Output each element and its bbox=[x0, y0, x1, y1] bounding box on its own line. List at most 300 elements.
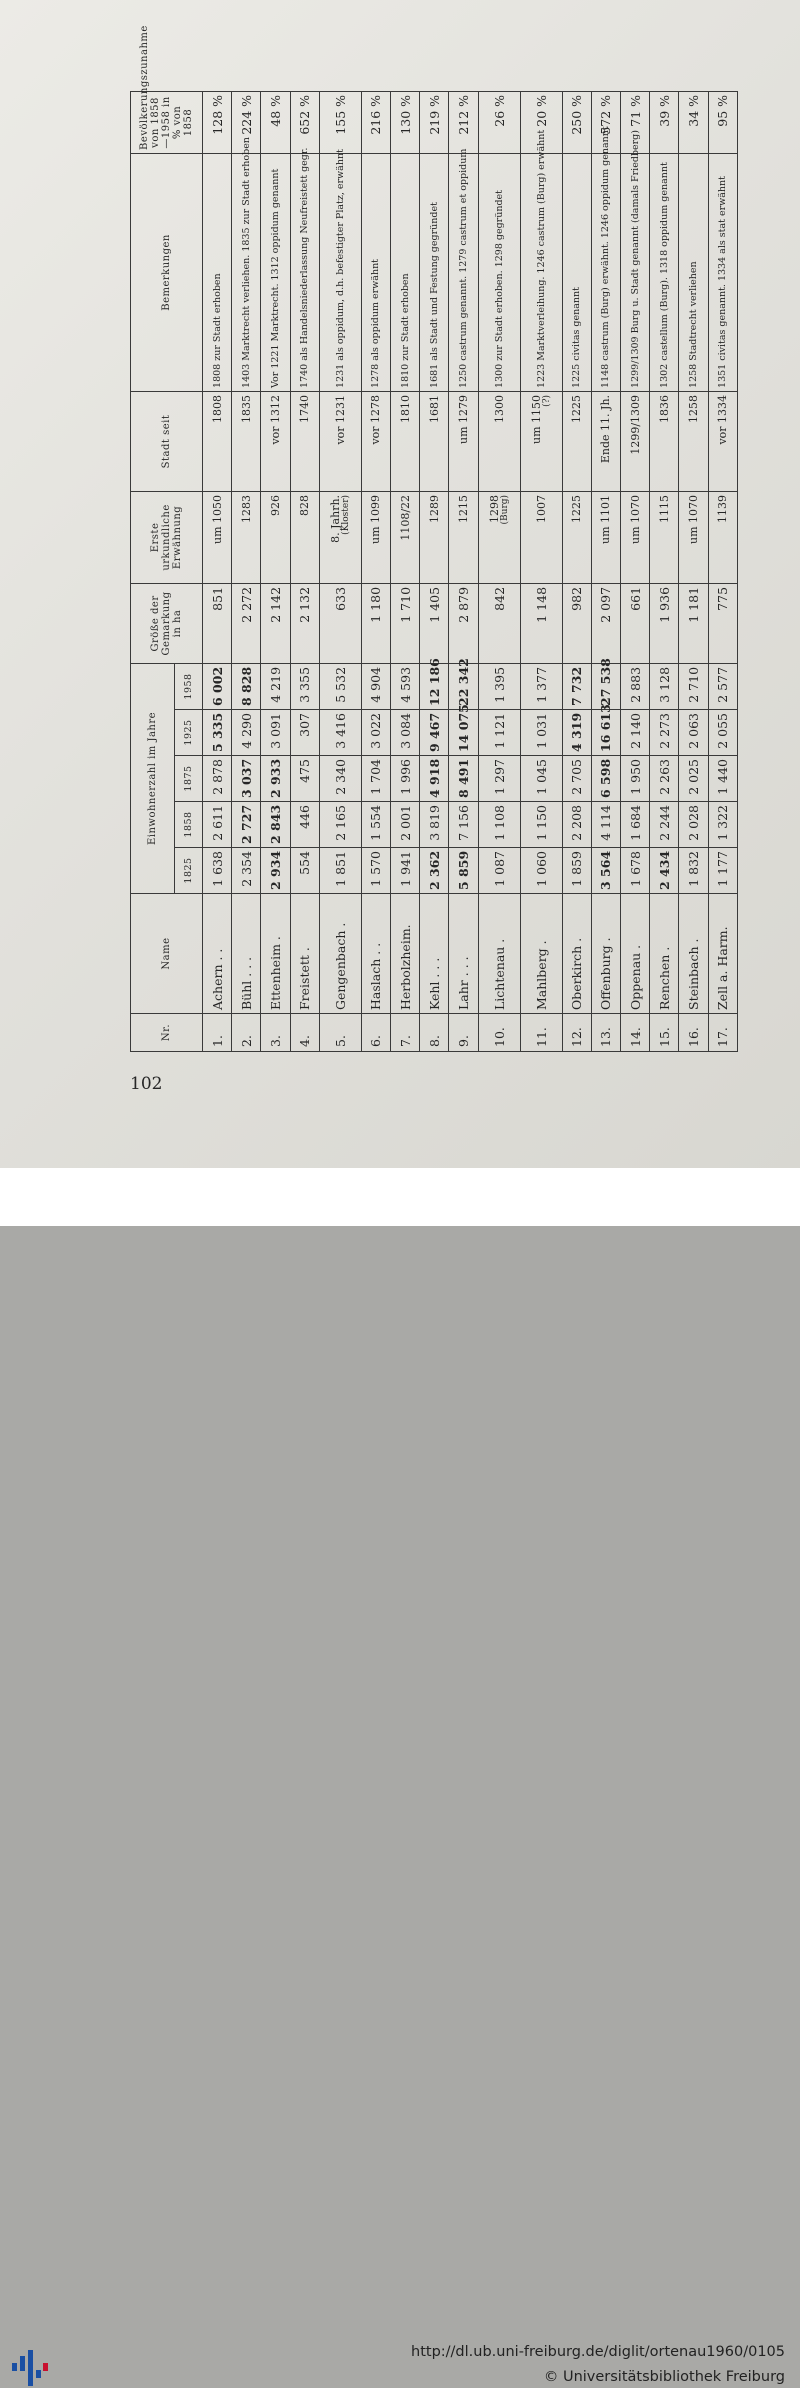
cell-pop-1875 bbox=[478, 756, 520, 802]
cell-first-mention bbox=[319, 491, 361, 583]
cell-growth-text: 250 % bbox=[569, 94, 585, 135]
cell-pop-1875-text: 1 950 bbox=[627, 759, 643, 795]
cell-city-since-text: 1808 bbox=[210, 394, 224, 423]
cell-first-mention-text: 1108/22 bbox=[398, 494, 412, 541]
header-name: Name bbox=[131, 894, 203, 1014]
cell-area bbox=[520, 583, 562, 663]
cell-name-text: Oberkirch . bbox=[569, 937, 585, 1010]
cell-growth bbox=[562, 91, 591, 153]
cell-city-since-note: (?) bbox=[542, 394, 553, 407]
cell-remark-text: 1299/1309 Burg u. Stadt genannt (damals Friedberg) bbox=[629, 130, 641, 388]
cell-name bbox=[620, 894, 649, 1014]
cell-city-since bbox=[478, 391, 520, 491]
cell-pop-1925-text: 1 031 bbox=[533, 713, 549, 749]
cell-city-since bbox=[391, 391, 420, 491]
header-einwohner: Einwohnerzahl im Jahre bbox=[131, 663, 175, 893]
cell-pop-1825-text: 1 941 bbox=[397, 851, 413, 887]
cell-pop-1825-text: 1 678 bbox=[627, 851, 643, 887]
cell-pop-1958-text: 3 128 bbox=[656, 666, 672, 703]
cell-nr bbox=[520, 1014, 562, 1052]
cell-name bbox=[679, 894, 708, 1014]
cell-first-mention-text: 1225 bbox=[570, 494, 584, 523]
cell-nr bbox=[319, 1014, 361, 1052]
cell-pop-1958-text: 5 532 bbox=[332, 666, 348, 703]
cell-pop-1875 bbox=[562, 756, 591, 802]
cell-first-mention bbox=[203, 491, 232, 583]
cell-remark-text: 1278 als oppidum erwähnt bbox=[370, 258, 382, 388]
cell-nr-text: 10. bbox=[491, 1027, 507, 1047]
page-number: 102 bbox=[130, 1074, 163, 1094]
cell-remark bbox=[708, 153, 737, 391]
cell-name bbox=[261, 894, 290, 1014]
cell-pop-1925 bbox=[708, 710, 737, 756]
cell-pop-1925-text: 3 022 bbox=[368, 713, 384, 749]
cell-area-text: 2 132 bbox=[297, 586, 313, 623]
cell-pop-1958 bbox=[319, 663, 361, 709]
table-row bbox=[319, 91, 361, 1051]
table-body bbox=[203, 91, 738, 1051]
cell-remark-text: 1258 Stadtrecht verliehen bbox=[687, 261, 699, 388]
cell-pop-1925 bbox=[650, 710, 679, 756]
scanned-page bbox=[0, 0, 800, 1168]
cell-pop-1825-text: 1 177 bbox=[715, 851, 731, 887]
source-url[interactable]: http://dl.ub.uni-freiburg.de/diglit/ortenau1960/0105 bbox=[411, 2344, 785, 2360]
header-zunahme: Bevölkerungszunahme von 1858—1958 in % von 1858 bbox=[131, 91, 203, 153]
cell-pop-1958 bbox=[449, 658, 478, 709]
cell-pop-1875-text: 2 878 bbox=[209, 759, 225, 795]
cell-pop-1958-text: 7 732 bbox=[569, 666, 585, 706]
cell-city-since-text: 1299/1309 bbox=[628, 394, 642, 455]
cell-city-since bbox=[361, 391, 390, 491]
cell-growth-text: 128 % bbox=[209, 94, 225, 135]
cell-pop-1958 bbox=[650, 663, 679, 709]
cell-pop-1958-text: 2 883 bbox=[627, 666, 643, 703]
cell-pop-1958 bbox=[520, 663, 562, 709]
cell-city-since-text: 1225 bbox=[570, 394, 584, 423]
cell-pop-1858-text: 3 819 bbox=[426, 805, 442, 841]
cell-growth-text: 20 % bbox=[533, 94, 549, 127]
cell-growth bbox=[261, 91, 290, 153]
cell-remark bbox=[449, 148, 478, 391]
cell-pop-1858-text: 2 611 bbox=[209, 805, 225, 841]
cell-pop-1825 bbox=[708, 848, 737, 894]
header-year: 1825 bbox=[175, 848, 203, 894]
cell-city-since bbox=[319, 391, 361, 491]
cell-growth bbox=[290, 91, 319, 153]
cell-city-since-text: 1681 bbox=[427, 394, 441, 423]
table-header bbox=[131, 25, 203, 1051]
cell-pop-1825 bbox=[449, 848, 478, 894]
cell-area bbox=[478, 583, 520, 663]
cell-first-mention bbox=[620, 491, 649, 583]
cell-name bbox=[290, 894, 319, 1014]
cell-pop-1925-text: 14 075 bbox=[456, 704, 471, 752]
cell-name-text: Lichtenau . bbox=[491, 938, 507, 1010]
cell-nr bbox=[290, 1014, 319, 1052]
cell-first-mention bbox=[290, 491, 319, 583]
cell-pop-1875 bbox=[449, 756, 478, 802]
cell-pop-1925 bbox=[620, 710, 649, 756]
cell-nr bbox=[650, 1014, 679, 1052]
cell-pop-1958 bbox=[420, 658, 449, 709]
cell-pop-1858 bbox=[620, 802, 649, 848]
cell-pop-1925 bbox=[679, 710, 708, 756]
cell-name-text: Mahlberg . bbox=[533, 940, 549, 1010]
cell-pop-1858-text: 446 bbox=[297, 805, 313, 829]
cell-pop-1925-text: 5 335 bbox=[209, 712, 225, 752]
cell-first-mention bbox=[361, 491, 390, 583]
cell-pop-1925-text: 3 416 bbox=[332, 713, 348, 749]
cell-growth-text: 572 % bbox=[598, 94, 614, 135]
cell-name-text: Offenburg . bbox=[598, 937, 614, 1010]
table-row bbox=[420, 91, 449, 1051]
cell-pop-1825 bbox=[261, 848, 290, 894]
cell-area-text: 2 097 bbox=[598, 586, 614, 623]
cell-first-mention-text: 828 bbox=[298, 494, 312, 516]
cell-pop-1875-text: 1 704 bbox=[368, 759, 384, 795]
cell-pop-1875 bbox=[650, 756, 679, 802]
cell-pop-1858-text: 1 554 bbox=[368, 805, 384, 841]
cell-city-since bbox=[620, 391, 649, 491]
cell-pop-1875 bbox=[361, 756, 390, 802]
cell-name bbox=[319, 894, 361, 1014]
cell-city-since bbox=[591, 391, 620, 491]
cell-pop-1958-text: 12 186 bbox=[426, 658, 442, 706]
cell-growth-text: 652 % bbox=[297, 94, 313, 135]
cell-pop-1875 bbox=[420, 756, 449, 802]
cell-name bbox=[478, 894, 520, 1014]
cell-pop-1825 bbox=[478, 848, 520, 894]
cell-first-mention bbox=[708, 491, 737, 583]
cell-pop-1825-text: 1 832 bbox=[685, 851, 701, 887]
cell-pop-1858-text: 2 165 bbox=[332, 805, 348, 841]
cell-pop-1925-text: 3 091 bbox=[268, 713, 283, 749]
cell-remark-text: 1403 Marktrecht verliehen. 1835 zur Stadt erhoben bbox=[240, 137, 252, 388]
cell-remark bbox=[520, 129, 562, 391]
cell-first-mention-note: (Kloster) bbox=[341, 494, 352, 535]
cell-pop-1858-text: 1 322 bbox=[715, 805, 731, 841]
cell-remark bbox=[203, 153, 232, 391]
cell-first-mention bbox=[562, 491, 591, 583]
cell-remark-text: 1302 castellum (Burg). 1318 oppidum genannt bbox=[658, 162, 670, 388]
cell-pop-1858 bbox=[420, 802, 449, 848]
cell-remark bbox=[319, 149, 361, 391]
cell-city-since-text: vor 1231 bbox=[333, 394, 347, 445]
cell-pop-1925 bbox=[478, 710, 520, 756]
cell-pop-1875-text: 2 705 bbox=[569, 759, 585, 795]
table-row bbox=[520, 91, 562, 1051]
cell-pop-1958 bbox=[232, 663, 261, 709]
cell-pop-1825-text: 554 bbox=[297, 851, 313, 875]
cell-pop-1958 bbox=[203, 663, 232, 709]
cell-pop-1958 bbox=[361, 663, 390, 709]
cell-nr-text: 14. bbox=[627, 1027, 643, 1047]
header-stadt-seit: Stadt seit bbox=[131, 391, 203, 491]
cell-nr-text: 11. bbox=[533, 1027, 549, 1047]
cell-area-text: 2 272 bbox=[238, 586, 254, 623]
cell-pop-1875-text: 2 025 bbox=[685, 759, 701, 795]
cell-first-mention-text: 1215 bbox=[457, 494, 470, 523]
cell-first-mention-text: 8. Jahrh. bbox=[329, 494, 343, 543]
cell-pop-1925-text: 2 273 bbox=[656, 713, 672, 749]
cell-pop-1875 bbox=[679, 756, 708, 802]
cell-first-mention-text: 1283 bbox=[239, 494, 253, 523]
cell-city-since-text: 1810 bbox=[398, 394, 412, 423]
cell-pop-1825-text: 1 859 bbox=[569, 851, 585, 887]
cell-city-since-text: vor 1334 bbox=[716, 394, 730, 445]
cell-name bbox=[361, 894, 390, 1014]
cell-pop-1875 bbox=[261, 756, 290, 802]
cell-area bbox=[203, 583, 232, 663]
cell-name bbox=[449, 894, 478, 1014]
cell-pop-1958 bbox=[290, 663, 319, 709]
cell-growth-text: 155 % bbox=[332, 94, 348, 135]
cell-pop-1925-text: 2 063 bbox=[685, 713, 701, 749]
cell-pop-1858 bbox=[520, 802, 562, 848]
cell-remark-text: 1148 castrum (Burg) erwähnt. 1246 oppidum genannt bbox=[600, 126, 612, 388]
cell-city-since-text: um 1150 bbox=[530, 394, 544, 444]
cell-growth-text: 224 % bbox=[238, 94, 254, 135]
cell-pop-1825 bbox=[290, 848, 319, 894]
cell-city-since-text: 1258 bbox=[686, 394, 700, 423]
cell-area bbox=[391, 583, 420, 663]
table-frame bbox=[130, 25, 738, 1052]
cell-city-since-text: um 1279 bbox=[457, 394, 470, 444]
cell-growth bbox=[319, 91, 361, 153]
cell-first-mention-text: um 1101 bbox=[599, 494, 613, 544]
cell-pop-1958-text: 4 904 bbox=[368, 666, 384, 703]
cell-pop-1825 bbox=[520, 848, 562, 894]
cell-remark-text: 1808 zur Stadt erhoben bbox=[211, 273, 223, 388]
cell-remark bbox=[679, 153, 708, 391]
cell-pop-1958 bbox=[261, 663, 290, 709]
cell-remark bbox=[650, 153, 679, 391]
cell-pop-1825-text: 2 354 bbox=[238, 851, 254, 887]
cell-first-mention bbox=[420, 491, 449, 583]
cell-pop-1858-text: 2 843 bbox=[268, 804, 283, 844]
cell-pop-1875-text: 1 440 bbox=[715, 759, 731, 795]
table-row bbox=[449, 91, 478, 1051]
cell-area-text: 982 bbox=[569, 586, 585, 611]
cell-area-text: 1 148 bbox=[533, 586, 549, 623]
cell-pop-1875-text: 2 340 bbox=[332, 759, 348, 795]
cell-name-text: Achern . . bbox=[209, 948, 225, 1010]
cell-city-since bbox=[449, 391, 478, 491]
cell-city-since bbox=[261, 391, 290, 491]
cell-pop-1875-text: 1 297 bbox=[491, 759, 507, 795]
cell-pop-1958-text: 2 577 bbox=[715, 666, 731, 703]
cell-pop-1958-text: 22 342 bbox=[456, 658, 471, 706]
cell-name-text: Zell a. Harm. bbox=[715, 926, 731, 1010]
cell-pop-1925 bbox=[420, 710, 449, 756]
cell-area bbox=[261, 583, 290, 663]
cell-pop-1958 bbox=[679, 663, 708, 709]
cell-pop-1825-text: 2 362 bbox=[426, 850, 442, 890]
cell-pop-1858 bbox=[449, 802, 478, 848]
cell-area bbox=[708, 583, 737, 663]
cell-pop-1825-text: 1 570 bbox=[368, 851, 384, 887]
cell-pop-1858-text: 2 208 bbox=[569, 805, 585, 841]
cell-area-text: 1 710 bbox=[397, 586, 413, 623]
cell-first-mention-text: um 1070 bbox=[686, 494, 700, 544]
cell-pop-1825 bbox=[232, 848, 261, 894]
cell-pop-1825 bbox=[591, 848, 620, 894]
cell-pop-1925-text: 16 613 bbox=[598, 704, 614, 752]
cell-pop-1958 bbox=[620, 663, 649, 709]
cell-pop-1958-text: 27 538 bbox=[598, 658, 614, 706]
cell-pop-1875-text: 1 045 bbox=[533, 759, 549, 795]
cell-pop-1825 bbox=[203, 848, 232, 894]
cell-remark bbox=[232, 137, 261, 391]
cell-pop-1858-text: 4 114 bbox=[598, 805, 614, 841]
cell-pop-1925 bbox=[449, 704, 478, 756]
cell-pop-1825 bbox=[620, 848, 649, 894]
cell-pop-1958-text: 4 219 bbox=[268, 666, 283, 703]
cell-pop-1858 bbox=[361, 802, 390, 848]
cell-pop-1858-text: 1 684 bbox=[627, 805, 643, 841]
cell-pop-1875 bbox=[620, 756, 649, 802]
cell-city-since bbox=[520, 391, 562, 491]
header-year: 1925 bbox=[175, 710, 203, 756]
ub-freiburg-logo bbox=[10, 2348, 50, 2388]
cell-area-text: 2 879 bbox=[456, 586, 471, 623]
cell-nr-text: 2. bbox=[238, 1035, 254, 1047]
cell-growth-text: 216 % bbox=[368, 94, 384, 135]
cell-pop-1825-text: 1 060 bbox=[533, 851, 549, 887]
cell-city-since bbox=[290, 391, 319, 491]
cell-pop-1925-text: 3 084 bbox=[397, 713, 413, 749]
cell-area-text: 1 405 bbox=[426, 586, 442, 623]
cell-name-text: Ettenheim . bbox=[268, 936, 283, 1010]
cell-pop-1925 bbox=[520, 710, 562, 756]
cell-pop-1925 bbox=[591, 704, 620, 756]
cell-area bbox=[620, 583, 649, 663]
cell-remark bbox=[361, 153, 390, 391]
cell-nr-text: 15. bbox=[656, 1027, 672, 1047]
cell-name-text: Gengenbach . bbox=[332, 922, 348, 1010]
cell-city-since bbox=[232, 391, 261, 491]
cell-city-since-text: vor 1278 bbox=[369, 394, 383, 445]
cell-name-text: Kehl . . . bbox=[426, 957, 442, 1010]
cell-area bbox=[449, 583, 478, 663]
cell-growth bbox=[679, 91, 708, 153]
cell-name-text: Bühl . . . bbox=[238, 956, 254, 1010]
cell-first-mention bbox=[679, 491, 708, 583]
cell-area bbox=[679, 583, 708, 663]
cell-first-mention-note: (Burg) bbox=[500, 494, 511, 525]
cell-pop-1925 bbox=[319, 710, 361, 756]
cell-pop-1825-text: 2 934 bbox=[268, 850, 283, 890]
cell-first-mention bbox=[261, 491, 290, 583]
cell-pop-1958 bbox=[708, 663, 737, 709]
cell-pop-1825 bbox=[391, 848, 420, 894]
cell-nr-text: 4. bbox=[297, 1035, 313, 1047]
table-row bbox=[591, 91, 620, 1051]
cell-nr bbox=[620, 1014, 649, 1052]
header-nr: Nr. bbox=[131, 1014, 203, 1052]
cell-pop-1958-text: 1 377 bbox=[533, 666, 549, 703]
cell-pop-1858-text: 7 156 bbox=[456, 805, 471, 841]
cell-pop-1875 bbox=[232, 756, 261, 802]
cell-city-since bbox=[562, 391, 591, 491]
cell-first-mention-text: 1115 bbox=[657, 494, 671, 523]
cell-pop-1875 bbox=[290, 756, 319, 802]
cell-first-mention-text: 1298 bbox=[488, 494, 502, 523]
footer-bar bbox=[0, 1168, 800, 2385]
cell-pop-1925-text: 2 055 bbox=[715, 713, 731, 749]
table-row bbox=[620, 91, 649, 1051]
cell-growth-text: 71 % bbox=[627, 94, 643, 127]
rotated-table-container bbox=[130, 25, 738, 1052]
cell-growth-text: 95 % bbox=[715, 94, 731, 127]
cell-growth bbox=[391, 91, 420, 153]
cell-city-since bbox=[650, 391, 679, 491]
cell-city-since bbox=[708, 391, 737, 491]
cell-growth bbox=[708, 91, 737, 153]
cell-pop-1875-text: 1 996 bbox=[397, 759, 413, 795]
cell-area-text: 1 936 bbox=[656, 586, 672, 623]
copyright-notice: © Universitätsbibliothek Freiburg bbox=[543, 2369, 785, 2385]
cell-nr-text: 13. bbox=[598, 1027, 614, 1047]
cell-pop-1825 bbox=[650, 848, 679, 894]
cell-city-since-text: vor 1312 bbox=[269, 394, 282, 445]
cell-first-mention-text: um 1099 bbox=[369, 494, 383, 544]
cell-pop-1925-text: 4 290 bbox=[238, 713, 254, 749]
cell-pop-1925 bbox=[232, 710, 261, 756]
cell-area bbox=[319, 583, 361, 663]
cell-area-text: 851 bbox=[209, 586, 225, 611]
cell-remark-text: 1810 zur Stadt erhoben bbox=[399, 273, 411, 388]
cell-nr-text: 8. bbox=[426, 1035, 442, 1047]
cell-pop-1858 bbox=[290, 802, 319, 848]
cell-pop-1958 bbox=[591, 658, 620, 709]
cell-name bbox=[591, 894, 620, 1014]
cell-pop-1858 bbox=[650, 802, 679, 848]
cell-nr bbox=[708, 1014, 737, 1052]
cell-nr-text: 6. bbox=[368, 1035, 384, 1047]
table-row bbox=[650, 91, 679, 1051]
table-row bbox=[708, 91, 737, 1051]
cell-name bbox=[232, 894, 261, 1014]
table-row bbox=[232, 91, 261, 1051]
header-year: 1875 bbox=[175, 756, 203, 802]
cell-nr-text: 17. bbox=[715, 1027, 731, 1047]
cell-first-mention-text: 1139 bbox=[716, 494, 730, 523]
cell-pop-1858 bbox=[203, 802, 232, 848]
cell-pop-1858 bbox=[478, 802, 520, 848]
cell-city-since-text: 1300 bbox=[492, 394, 506, 423]
cell-city-since bbox=[203, 391, 232, 491]
cell-city-since bbox=[679, 391, 708, 491]
cell-pop-1925-text: 2 140 bbox=[627, 713, 643, 749]
cell-pop-1875-text: 8 491 bbox=[456, 758, 471, 798]
cell-pop-1875-text: 4 918 bbox=[426, 758, 442, 798]
cell-pop-1875 bbox=[520, 756, 562, 802]
cell-remark bbox=[478, 153, 520, 391]
cell-growth bbox=[420, 91, 449, 153]
cell-nr bbox=[203, 1014, 232, 1052]
cell-pop-1858 bbox=[562, 802, 591, 848]
cell-name bbox=[562, 894, 591, 1014]
cell-area bbox=[562, 583, 591, 663]
cell-pop-1958-text: 1 395 bbox=[491, 666, 507, 703]
cell-nr bbox=[478, 1014, 520, 1052]
cell-pop-1875 bbox=[319, 756, 361, 802]
cell-name-text: Steinbach . bbox=[685, 938, 701, 1010]
cell-remark-text: 1681 als Stadt und Festung gegründet bbox=[428, 202, 440, 388]
cell-city-since-text: 1835 bbox=[239, 394, 253, 423]
cell-first-mention bbox=[232, 491, 261, 583]
